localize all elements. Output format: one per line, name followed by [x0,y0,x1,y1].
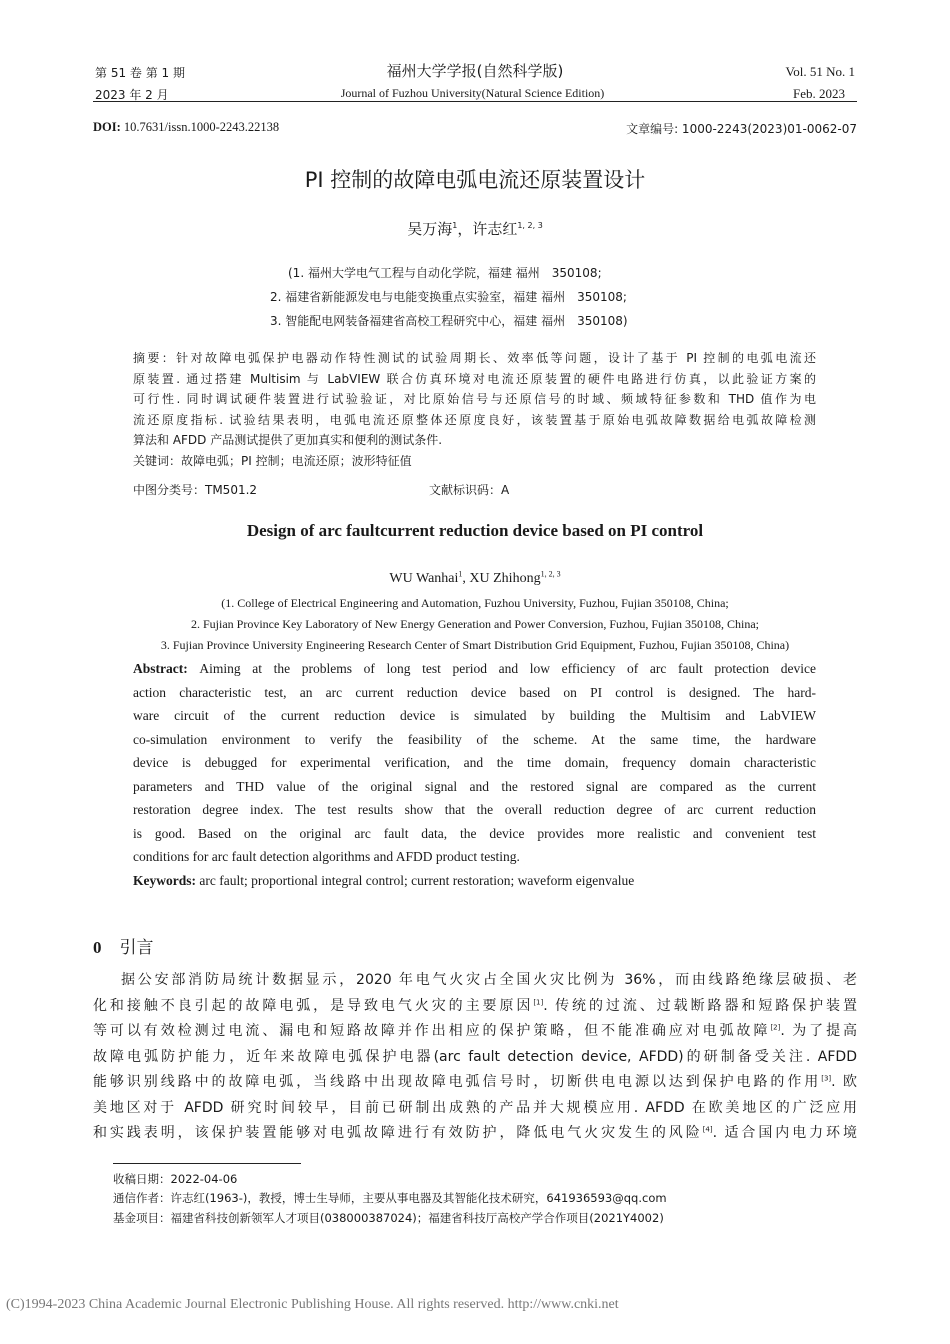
abstract-en-first-line [133,657,816,681]
clc-number: 中图分类号：TM501.2 [133,483,258,497]
abstract-en-line: restoration degree index. The test results show that the overall reduction degree of arc current reduction [133,802,816,817]
body-line: 故障电弧防护能力，近年来故障电弧保护电器(arc fault detection device, AFDD)的研制备受关注. AFDD [93,1048,857,1065]
keywords-en-label: Keywords: [133,872,196,888]
citation: [1] [533,997,544,1006]
section-body [93,968,857,1147]
header-date-cn: 2023 年 2 月 [95,88,169,102]
footnote-received: 收稿日期：2022-04-06 [113,1172,238,1186]
author-2-en-sup: 1, 2, 3 [540,569,561,579]
body-text: 等可以有效检测过电流、漏电和短路故障并作出相应的保护策略，但不能准确应对电弧故障 [93,1023,771,1039]
body-line: 据公安部消防局统计数据显示，2020 年电气火灾占全国火灾比例为 36%，而由线路绝缘层破损、老 [121,972,857,988]
abstract-cn-line: 算法和 AFDD 产品测试提供了更加真实和便利的测试条件. [133,433,443,447]
citation: [2] [770,1023,781,1032]
body-text: 能够识别线路中的故障电弧，当线路中出现故障电弧信号时，切断供电电源以达到保护电路的作用 [93,1074,822,1090]
section-title: 引言 [119,938,154,958]
paper-title-en: Design of arc faultcurrent reduction device based on PI control [246,521,704,540]
document-code: 文献标识码：A [429,483,510,497]
author-1-en-sup: 1 [458,569,463,579]
keywords-cn: 关键词：故障电弧；PI 控制；电流还原；波形特征值 [133,453,412,468]
footnote-corresponding: 通信作者：许志红(1963-)，教授，博士生导师，主要从事电器及其智能化技术研究，641936593@qq.com [113,1191,667,1205]
header-journal-en: Journal of Fuzhou University(Natural Science Edition) [340,86,605,100]
body-line [93,1019,857,1045]
abstract-en-line: is good. Based on the original arc fault data, the device provides more realistic and convenient test [133,825,816,841]
author-2-cn: 许志红 [472,220,518,238]
author-1-en: WU Wanhai [389,571,459,586]
abstract-en-line: action characteristic test, an arc current reduction device based on PI control is designed. The hard- [133,684,816,700]
doi-label: DOI: [93,120,121,134]
abstract-en-text: Aiming at the problems of long test period and low efficiency of arc fault protection device [199,661,816,676]
body-text: . 传统的过流、过载断路器和短路保护装置 [543,997,857,1014]
abstract-en-line: parameters and THD value of the original signal and the restored signal are compared as the current [133,778,816,794]
affiliation-en-2: 2. Fujian Province Key Laboratory of New Energy Generation and Power Conversion, Fuzhou, Fujian 350108, China; [190,617,759,631]
section-number: 0 [93,938,102,957]
author-en-sep: , [462,571,470,586]
abstract-en-line: conditions for arc fault detection algorithms and AFDD product testing. [133,849,520,864]
doi [93,120,279,135]
affiliation-en-3: 3. Fujian Province University Engineering Research Center of Smart Distribution Grid Equipment, Fuzhou, Fujian 350108, China) [160,638,790,652]
header-rule [93,101,857,102]
citation: [3] [821,1074,832,1083]
footnote-funding: 基金项目：福建省科技创新领军人才项目(038000387024)；福建省科技厅高校产学合作项目(2021Y4002) [113,1211,664,1225]
abstract-cn [133,348,816,471]
abstract-cn-line: 原装置. 通过搭建 Multisim 与 LabVIEW 联合仿真环境对电流还原装置的硬件电路进行仿真，以此验证方案的 [133,371,816,386]
cnki-watermark: (C)1994-2023 China Academic Journal Electronic Publishing House. All rights reserved. http://www.cnki.net [6,1297,619,1312]
body-text: . 为了提高 [780,1023,857,1039]
header-date-en: Feb. 2023 [793,86,845,101]
footnote-rule [113,1163,301,1164]
abstract-cn-line: 摘要：针对故障电弧保护电器动作特性测试的试验周期长、效率低等问题，设计了基于 PI 控制的电弧电流还 [133,351,816,365]
affiliation-cn-1: (1. 福州大学电气工程与自动化学院，福建 福州 350108; [288,266,602,280]
affiliation-cn-2: 2. 福建省新能源发电与电能变换重点实验室，福建 福州 350108; [270,290,627,304]
section-heading [93,933,154,958]
abstract-cn-line: 流还原度指标. 试验结果表明，电弧电流还原整体还原度良好，该装置基于原始电弧故障数据给电弧故障检测 [133,412,816,427]
body-text: . 欧 [831,1074,857,1090]
authors-cn [0,218,950,239]
author-2-en: XU Zhihong [469,571,541,586]
body-line [93,1121,857,1147]
author-sep: ， [457,220,473,238]
affiliation-cn-3: 3. 智能配电网装备福建省高校工程研究中心，福建 福州 350108) [270,314,628,328]
header-volume-issue-cn: 第 51 卷 第 1 期 [95,66,185,80]
abstract-en-line: co-simulation environment to verify the feasibility of the scheme. At the same time, the hardware [133,731,816,747]
author-1-sup: 1 [452,221,458,230]
body-text: 化和接触不良引起的故障电弧，是导致电气火灾的主要原因 [93,997,534,1014]
body-line: 美地区对于 AFDD 研究时间较早，目前已研制出成熟的产品并大规模应用. AFDD 在欧美地区的广泛应用 [93,1099,857,1116]
keywords-en-text: arc fault; proportional integral control; current restoration; waveform eigenvalue [199,872,635,888]
doi-value: 10.7631/issn.1000-2243.22138 [123,120,280,134]
affiliation-en-1: (1. College of Electrical Engineering and Automation, Fuzhou University, Fuzhou, Fujian 350108, China; [221,596,729,610]
body-line [93,1070,857,1096]
author-2-sup: 1, 2, 3 [517,221,543,230]
header-volume-issue-en: Vol. 51 No. 1 [785,64,855,79]
keywords-en [133,869,816,893]
abstract-en-line: ware circuit of the current reduction device is simulated by building the Multisim and LabVIEW [133,708,816,723]
authors-en [0,571,950,587]
abstract-en [133,657,816,892]
article-number: 文章编号: 1000-2243(2023)01-0062-07 [626,122,857,136]
body-line [93,994,857,1020]
body-text: . 适合国内电力环境 [712,1125,857,1141]
citation: [4] [702,1125,713,1134]
abstract-en-line: device is debugged for experimental verification, and the time domain, frequency domain characteristic [133,755,816,770]
author-1-cn: 吴万海 [407,220,453,238]
abstract-cn-line: 可行性. 同时调试硬件装置进行试验验证，对比原始信号与还原信号的时域、频域特征参数和 THD 值作为电 [133,392,816,406]
body-text: 和实践表明，该保护装置能够对电弧故障进行有效防护，降低电气火灾发生的风险 [93,1125,703,1141]
abstract-en-label: Abstract: [133,661,188,676]
header-journal-cn: 福州大学学报(自然科学版) [386,62,564,80]
paper-title-cn: PI 控制的故障电弧电流还原装置设计 [304,168,646,192]
